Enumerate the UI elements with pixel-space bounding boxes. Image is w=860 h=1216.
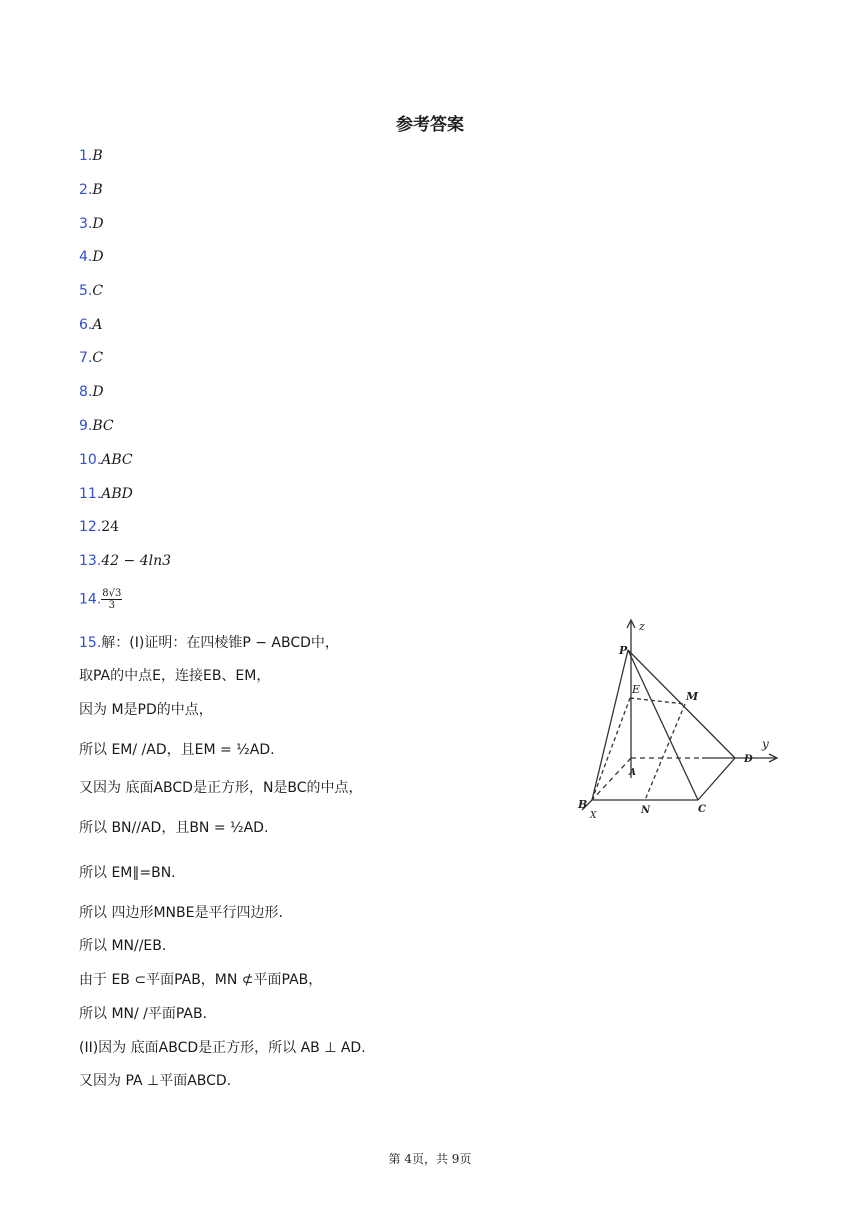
answer-10: 10.ABC [79,452,133,468]
answer-11: 11.ABD [79,486,133,502]
answer-13: 13.42 − 4ln3 [79,553,172,569]
solution-line: 又因为 PA ⊥平面ABCD. [79,1073,232,1089]
solution-line: 15.解：(I)证明：在四棱锥P − ABCD中， [79,635,339,651]
answer-14: 14. $\frac{8√3}{3}$ [79,588,122,611]
answer-2: 2.B [79,182,103,198]
label-b: B [578,798,588,811]
answer-4: 4.D [79,249,104,265]
pc-edge [628,650,698,800]
solution-line: 所以 EM/ /AD，且EM = ½AD. [79,742,275,758]
label-x: X [590,811,597,821]
answer-8: 8.D [79,384,104,400]
pb-edge [592,650,628,800]
solution-line: 所以 MN/ /平面PAB. [79,1006,208,1022]
label-e: E [632,683,641,696]
answer-9: 9.BC [79,418,114,434]
answer-1: 1.B [79,148,103,164]
page-title: 参考答案 [396,115,464,135]
pyramid-figure [572,618,784,824]
ab-edge [592,758,631,800]
answer-6: 6.A [79,317,103,333]
cd-edge [698,758,735,800]
solution-line: 所以 四边形MNBE是平行四边形. [79,905,283,921]
label-z: z [639,620,645,633]
solution-line: 取PA的中点E，连接EB、EM， [79,668,271,684]
label-n: N [641,805,651,816]
answer-12: 12.24 [79,519,120,535]
page-footer: 第 4页，共 9页 [388,1152,472,1166]
solution-line: 因为 M是PD的中点， [79,702,213,718]
label-a: A [629,768,636,778]
answer-7: 7.C [79,350,104,366]
fraction: $\frac{8√3}{3}$ [102,588,122,611]
label-p: P [619,644,628,657]
label-c: C [698,804,706,815]
answer-3: 3.D [79,216,104,232]
answer-5: 5.C [79,283,104,299]
label-y: y [762,737,769,751]
mn-line [645,704,685,800]
solution-line: 由于 EB ⊂平面PAB，MN ⊄平面PAB， [79,972,323,988]
solution-line: 又因为 底面ABCD是正方形，N是BC的中点， [79,780,363,796]
label-d: D [744,754,753,765]
solution-line: 所以 BN//AD，且BN = ½AD. [79,820,269,836]
solution-line: 所以 EM∥=BN. [79,865,176,881]
solution-line: 所以 MN//EB. [79,938,167,954]
label-m: M [686,690,699,703]
eb-line [592,698,630,800]
solution-line: (II)因为 底面ABCD是正方形，所以 AB ⊥ AD. [79,1040,366,1056]
